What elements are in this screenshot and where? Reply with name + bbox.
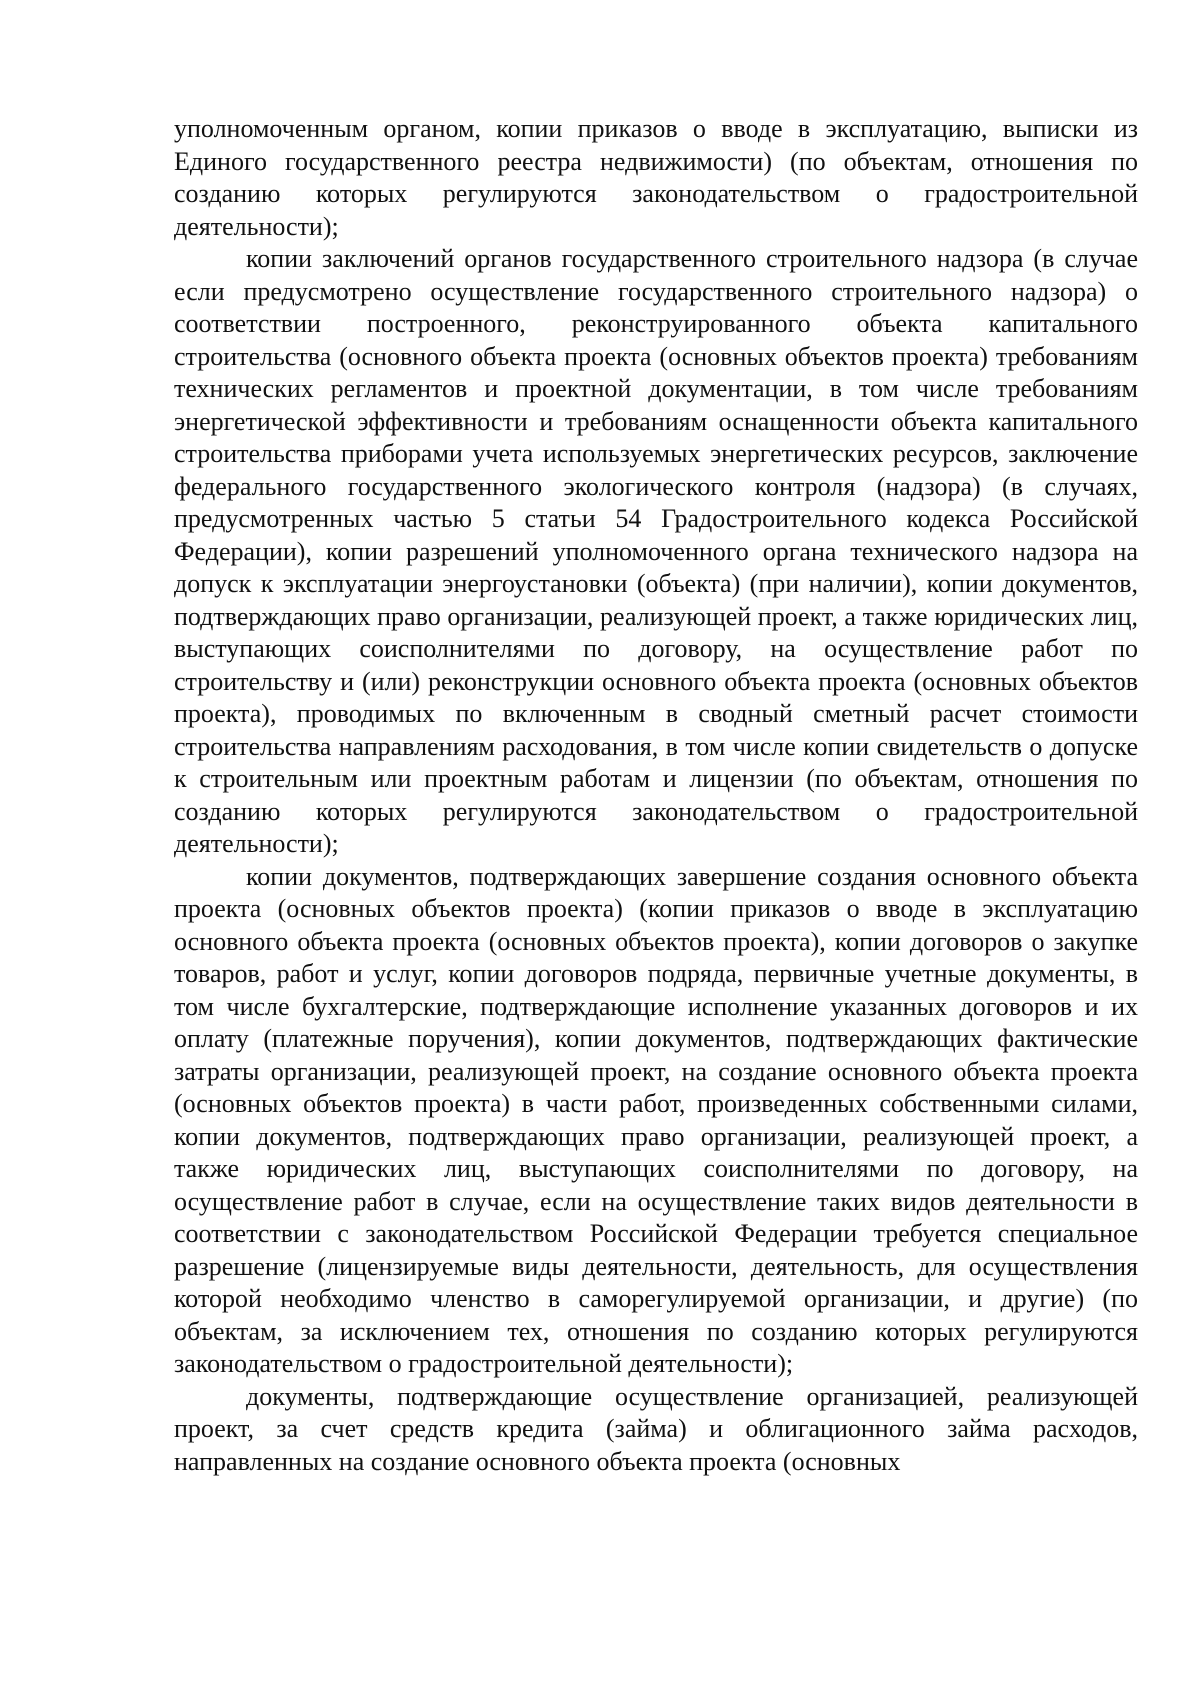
paragraph-credit-expense-documents: документы, подтверждающие осуществление организацией, реализующей проект, за счет средств кредита (займа) и облигационного займа расходов, направленных на создание основного объекта проекта (основных (174, 1381, 1138, 1476)
paragraph-continuation: уполномоченным органом, копии приказов о вводе в эксплуатацию, выписки из Единого государственного реестра недвижимости) (по объектам, отношения по созданию которых регулируются законодательством о градостроительной деятельности); (174, 114, 1138, 241)
paragraph-construction-supervision-conclusions: копии заключений органов государственного строительного надзора (в случае если предусмотрено осуществление государственного строительного надзора) о соответствии построенного, реконструированного объекта капитального строительства (основного объекта проекта (основных объектов проекта) требованиям технических регламентов и проектной документации, в том числе требованиям энергетической эффективности и требованиям оснащенности объекта капитального строительства приборами учета используемых энергетических ресурсов, заключение федерального государственного экологического контроля (надзора) (в случаях, предусмотренных частью 5 статьи 54 Градостроительного кодекса Российской Федерации), копии разрешений уполномоченного органа технического надзора на допуск к эксплуатации энергоустановки (объекта) (при наличии), копии документов, подтверждающих право организации, реализующей проект, а также юридических лиц, выступающих соисполнителями по договору, на осуществление работ по строительству и (или) реконструкции основного объекта проекта (основных объектов проекта), проводимых по включенным в сводный сметный расчет стоимости строительства направлениям расходования, в том числе копии свидетельств о допуске к строительным или проектным работам и лицензии (по объектам, отношения по созданию которых регулируются законодательством о градостроительной деятельности); (174, 244, 1138, 858)
paragraph-completion-documents: копии документов, подтверждающих завершение создания основного объекта проекта (основных объектов проекта) (копии приказов о вводе в эксплуатацию основного объекта проекта (основных объектов проекта), копии договоров о закупке товаров, работ и услуг, копии договоров подряда, первичные учетные документы, в том числе бухгалтерские, подтверждающие исполнение указанных договоров и их оплату (платежные поручения), копии документов, подтверждающих фактические затраты организации, реализующей проект, на создание основного объекта проекта (основных объектов проекта) в части работ, произведенных собственными силами, копии документов, подтверждающих право организации, реализующей проект, а также юридических лиц, выступающих соисполнителями по договору, на осуществление работ в случае, если на осуществление таких видов деятельности в соответствии с законодательством Российской Федерации требуется специальное разрешение (лицензируемые виды деятельности, деятельность, для осуществления которой необходимо членство в саморегулируемой организации, и другие) (по объектам, за исключением тех, отношения по созданию которых регулируются законодательством о градостроительной деятельности); (174, 861, 1138, 1378)
document-body (174, 113, 1138, 1478)
